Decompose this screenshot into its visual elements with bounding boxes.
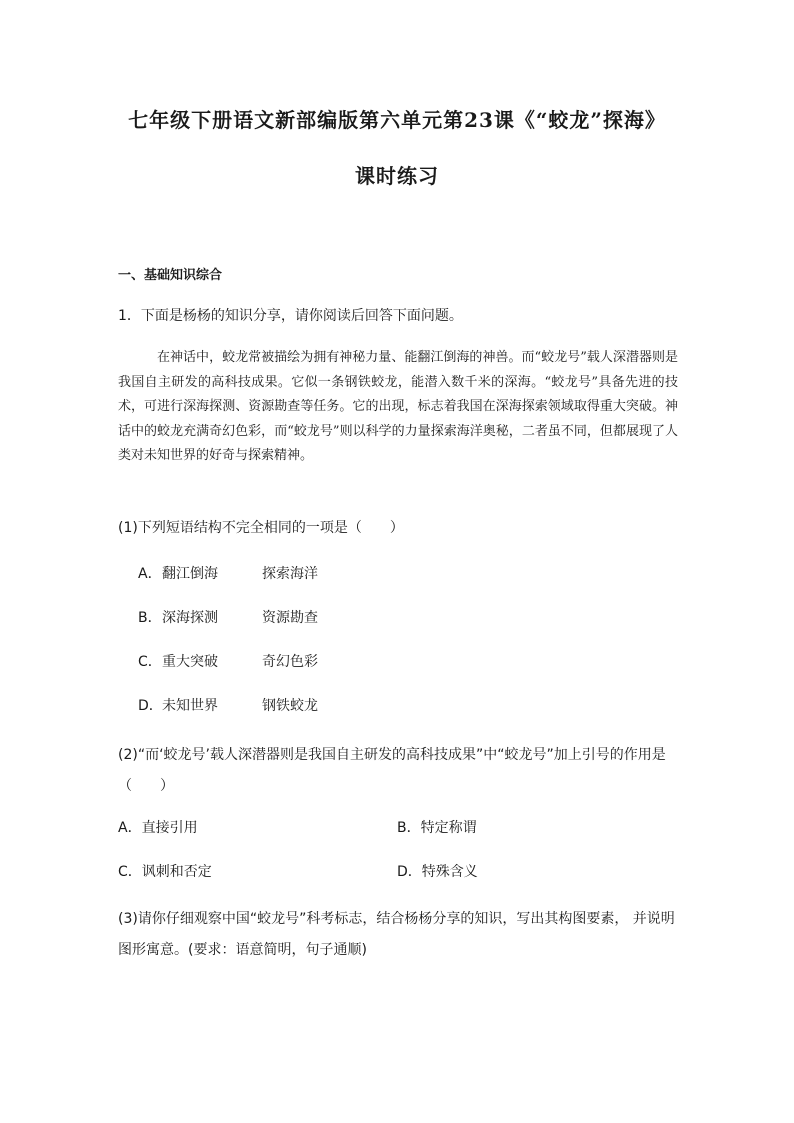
subquestion-2-stem: (2)“而‘蛟龙号’载人深潜器则是我国自主研发的高科技成果”中“蛟龙号”加上引号的作用是（ ） [118, 747, 666, 794]
option-row-c [138, 651, 318, 671]
option-letter: C． [138, 654, 162, 670]
option-phrase-1: 重大突破 [162, 654, 218, 670]
option-row-a [138, 563, 318, 583]
option-c: C．讽刺和否定 [118, 864, 212, 880]
option-row-b [138, 607, 318, 627]
option-row-d [138, 695, 318, 715]
subquestion-3-stem: (3)请你仔细观察中国“蛟龙号”科考标志，结合杨杨分享的知识，写出其构图要素， 并说明图形寓意。(要求：语意简明，句子通顺) [118, 911, 675, 958]
option-a: A．直接引用 [118, 820, 198, 836]
option-phrase-1: 翻江倒海 [162, 566, 218, 582]
option-letter: B． [138, 610, 162, 626]
option-phrase-2: 探索海洋 [262, 566, 318, 582]
option-d: D．特殊含义 [397, 864, 478, 880]
section-heading: 一、基础知识综合 [118, 268, 223, 283]
option-letter: D． [138, 698, 163, 714]
option-phrase-2: 钢铁蛟龙 [262, 698, 318, 714]
option-phrase-2: 资源勘查 [262, 610, 318, 626]
option-phrase-1: 未知世界 [162, 698, 218, 714]
document-title: 七年级下册语文新部编版第六单元第23课《“蛟龙”探海》 [128, 108, 666, 132]
option-b: B．特定称谓 [397, 820, 477, 836]
option-phrase-1: 深海探测 [162, 610, 218, 626]
option-letter: A． [138, 566, 162, 582]
document-subtitle: 课时练习 [355, 164, 439, 188]
option-phrase-2: 奇幻色彩 [262, 654, 318, 670]
reading-passage: 在神话中，蛟龙常被描绘为拥有神秘力量、能翻江倒海的神兽。而“蛟龙号”载人深潜器则是我国自主研发的高科技成果。它似一条钢铁蛟龙，能潜入数千米的深海。“蛟龙号”具备先进的技术，可进行深海探测、资源勘查等任务。它的出现，标志着我国在深海探索领域取得重大突破。神话中的蛟龙充满奇幻色彩，而“蛟龙号”则以科学的力量探索海洋奥秘，二者虽不同，但都展现了人类对未知世界的好奇与探索精神。 [118, 350, 678, 463]
subquestion-1-stem: (1)下列短语结构不完全相同的一项是（ ） [118, 520, 404, 536]
question-intro: 1．下面是杨杨的知识分享，请你阅读后回答下面问题。 [118, 308, 463, 324]
